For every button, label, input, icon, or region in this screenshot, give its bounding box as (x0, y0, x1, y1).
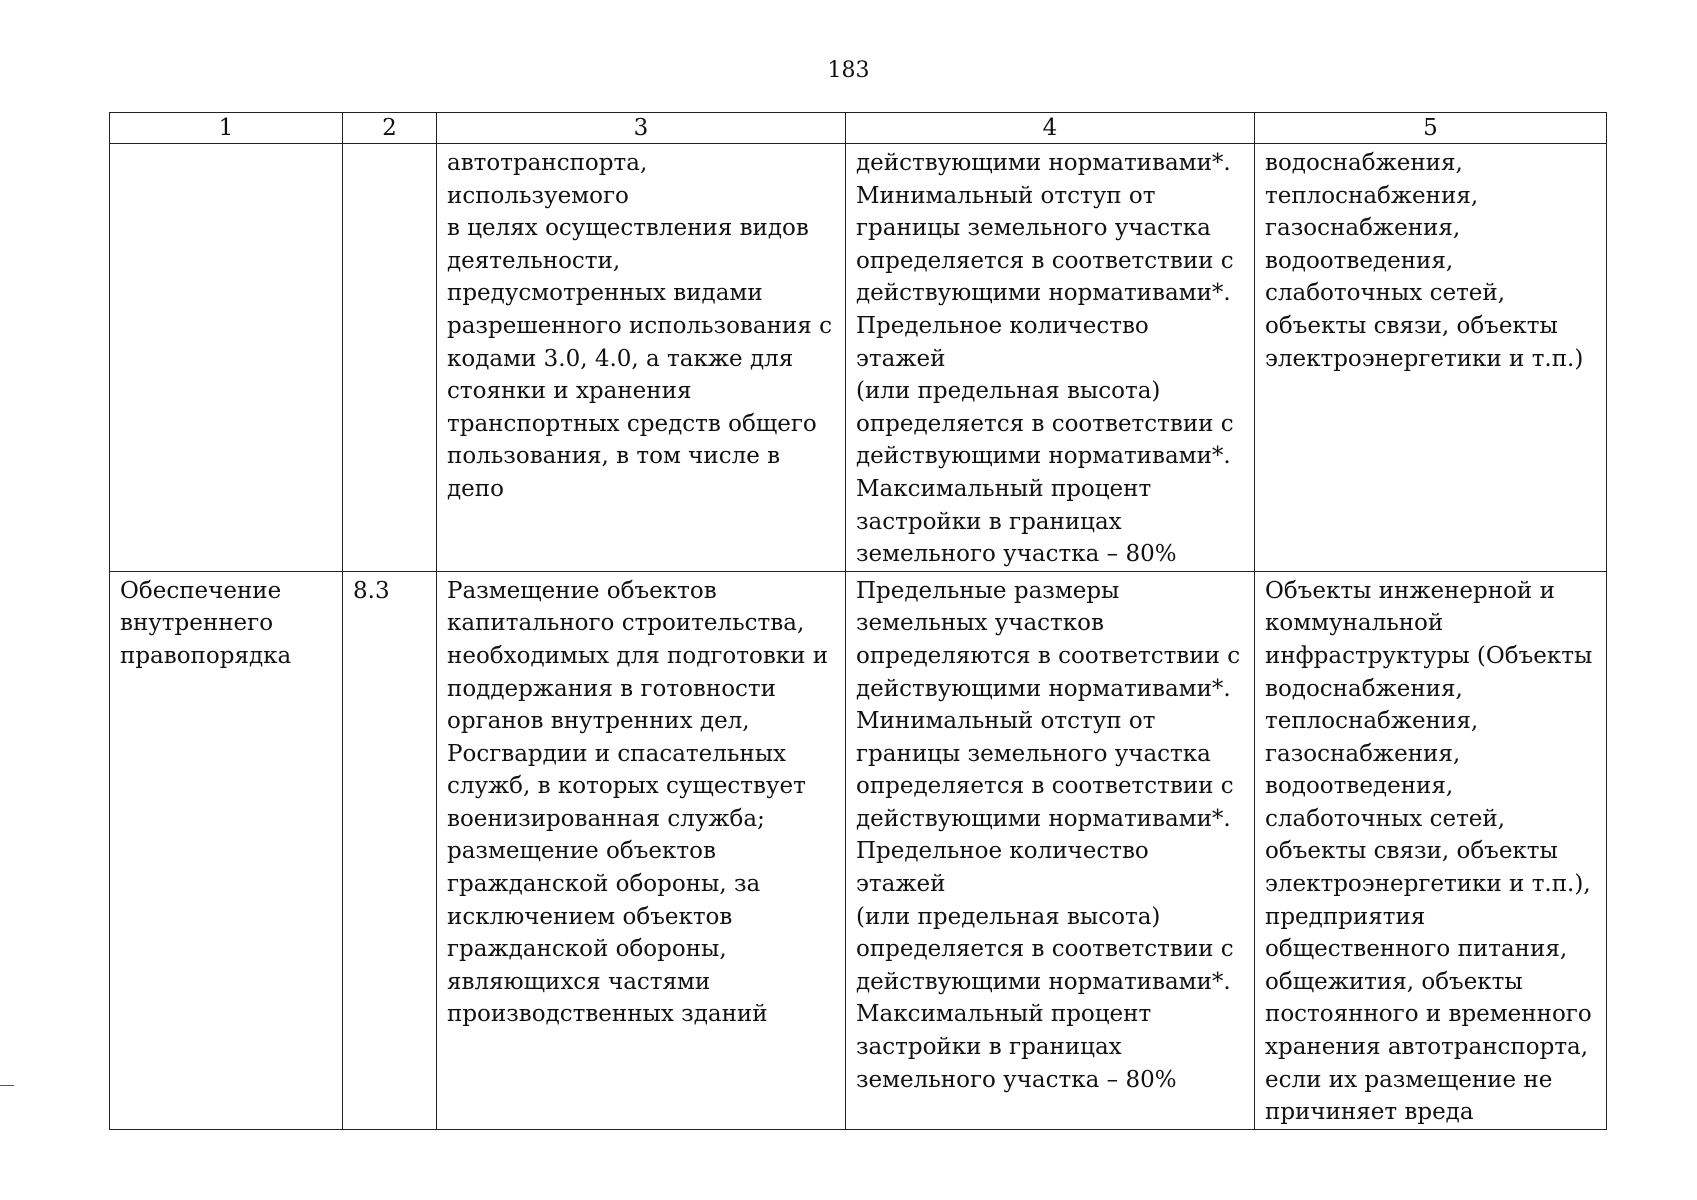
table-row (110, 144, 1607, 572)
cell-parameters: действующими нормативами*. Минимальный отступ от границы земельного участка определяется в соответствии с действующими нормативами*. Предельное количество этажей (или предельная высота) определяется в соответствии с действующими нормативами*. Максимальный процент застройки в границах земельного участка – 80% (846, 144, 1255, 572)
cell-use-type-name (110, 144, 343, 572)
column-header-2: 2 (343, 113, 437, 144)
column-header-1: 1 (110, 113, 343, 144)
column-header-5: 5 (1255, 113, 1607, 144)
cell-auxiliary-uses: Объекты инженерной и коммунальной инфраструктуры (Объекты водоснабжения, теплоснабжения, газоснабжения, водоотведения, слаботочных сетей, объекты связи, объекты электроэнергетики и т.п.), предприятия общественного питания, общежития, объекты постоянного и временного хранения автотранспорта, если их размещение не причиняет вреда (1255, 571, 1607, 1129)
cell-use-type-code: 8.3 (343, 571, 437, 1129)
cell-use-description: автотранспорта, используемого в целях осуществления видов деятельности, предусмотренных видами разрешенного использования с кодами 3.0, 4.0, а также для стоянки и хранения транспортных средств общего пользования, в том числе в депо (437, 144, 846, 572)
cell-auxiliary-uses: водоснабжения, теплоснабжения, газоснабжения, водоотведения, слаботочных сетей, объекты связи, объекты электроэнергетики и т.п.) (1255, 144, 1607, 572)
cell-use-type-code (343, 144, 437, 572)
page-number: 183 (827, 58, 870, 83)
zoning-table (109, 112, 1607, 1130)
column-header-4: 4 (846, 113, 1255, 144)
table-row (110, 571, 1607, 1129)
column-header-3: 3 (437, 113, 846, 144)
cell-parameters: Предельные размеры земельных участков определяются в соответствии с действующими нормативами*. Минимальный отступ от границы земельного участка определяется в соответствии с действующими нормативами*. Предельное количество этажей (или предельная высота) определяется в соответствии с действующими нормативами*. Максимальный процент застройки в границах земельного участка – 80% (846, 571, 1255, 1129)
cell-use-type-name: Обеспечение внутреннего правопорядка (110, 571, 343, 1129)
table-header-row (110, 113, 1607, 144)
scan-edge-mark (0, 1085, 14, 1086)
cell-use-description: Размещение объектов капитального строительства, необходимых для подготовки и поддержания в готовности органов внутренних дел, Росгвардии и спасательных служб, в которых существует военизированная служба; размещение объектов гражданской обороны, за исключением объектов гражданской обороны, являющихся частями производственных зданий (437, 571, 846, 1129)
